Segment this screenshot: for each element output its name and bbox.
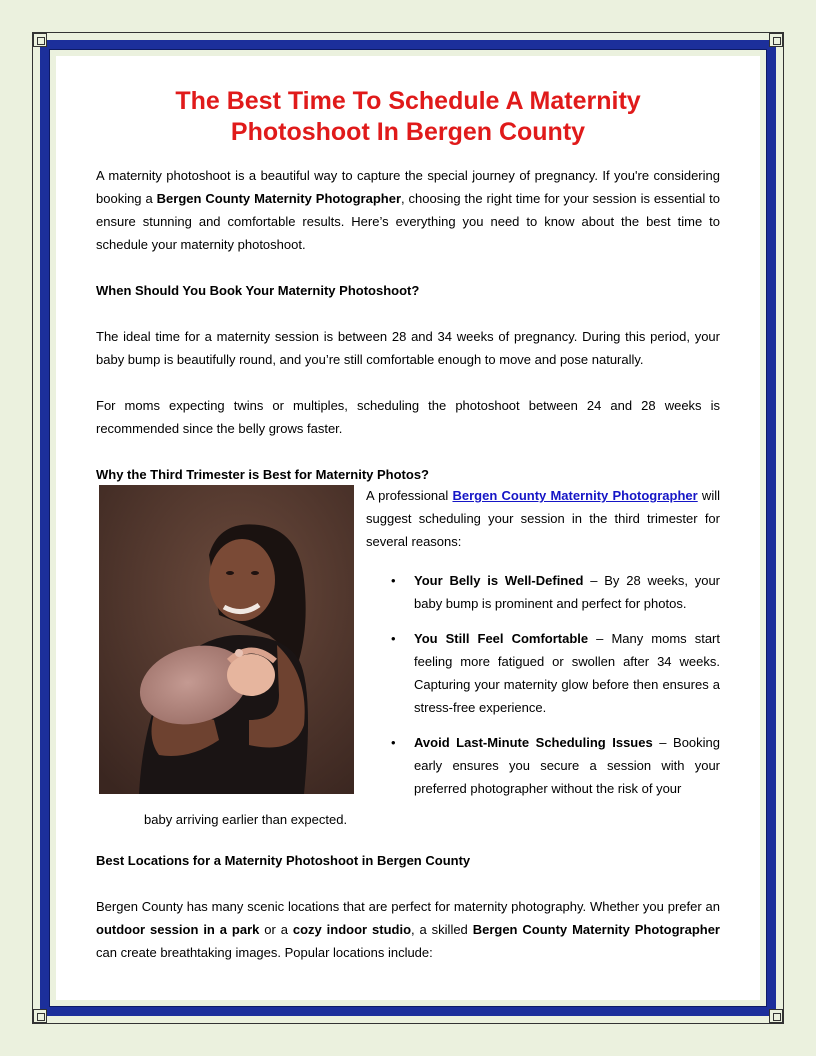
locations-bold-studio: cozy indoor studio (292, 922, 412, 937)
corner-ornament-top-left (33, 33, 47, 47)
reason-title: Avoid Last-Minute Scheduling Issues (414, 735, 653, 750)
list-continuation: baby arriving earlier than expected. (144, 812, 348, 827)
locations-bold-park: outdoor session in a park (96, 922, 260, 937)
photographer-lead-paragraph (366, 484, 720, 553)
locations-text-3: , a skilled (411, 922, 473, 937)
list-item (366, 731, 720, 800)
corner-ornament-bottom-right (769, 1009, 783, 1023)
intro-keyword: Bergen County Maternity Photographer (156, 191, 402, 206)
reason-text: – By 28 weeks, your baby bump is prominent and perfect for photos. (414, 573, 721, 611)
article-top (96, 80, 720, 486)
lead-text-1: A professional (366, 488, 453, 503)
paragraph-twins: For moms expecting twins or multiples, scheduling the photoshoot between 24 and 28 weeks is recommended since the belly grows faster. (96, 398, 720, 436)
side-column (366, 484, 720, 812)
mother-and-newborn-image (99, 485, 354, 794)
list-item (366, 627, 720, 719)
title-line-2: Photoshoot In Bergen County (230, 118, 586, 146)
maternity-photo (99, 485, 354, 794)
locations-bold-photographer: Bergen County Maternity Photographer (472, 922, 720, 937)
reason-text: – Many moms start feeling more fatigued or swollen after 34 weeks. Capturing your maternity glow before then ensures a stress-free experience. (414, 631, 720, 715)
intro-text-1: A maternity photoshoot is a beautiful way to capture the special journey of pregnancy. If you're considering booking a (96, 168, 720, 206)
list-item (366, 569, 720, 615)
corner-ornament-top-right (769, 33, 783, 47)
paragraph-locations (96, 895, 720, 964)
locations-text-1: Bergen County has many scenic locations that are perfect for maternity photography. Whether you prefer an (96, 899, 720, 914)
reason-title: You Still Feel Comfortable (414, 631, 589, 646)
page-title (96, 86, 720, 148)
article-bottom (96, 849, 720, 964)
intro-text-2: , choosing the right time for your session is essential to ensure stunning and comfortable results. Here’s everything you need to know about the best time to schedule your maternity photoshoot. (96, 191, 720, 252)
reason-text: – Booking early ensures you secure a session with your preferred photographer without the risk of your (414, 735, 721, 796)
paragraph-ideal-time: The ideal time for a maternity session is between 28 and 34 weeks of pregnancy. During this period, your baby bump is beautifully round, and you’re still comfortable enough to move and pose naturally. (96, 329, 720, 367)
reasons-list (366, 569, 720, 800)
photographer-link[interactable]: Bergen County Maternity Photographer (452, 488, 698, 503)
section-heading-when: When Should You Book Your Maternity Photoshoot? (96, 283, 420, 298)
section-heading-why: Why the Third Trimester is Best for Maternity Photos? (96, 467, 429, 482)
locations-text-2: or a (259, 922, 293, 937)
section-heading-locations: Best Locations for a Maternity Photoshoot in Bergen County (96, 853, 471, 868)
locations-text-4: can create breathtaking images. Popular locations include: (96, 945, 433, 960)
reason-title: Your Belly is Well-Defined (414, 573, 584, 588)
intro-paragraph (96, 164, 720, 256)
lead-text-2: will suggest scheduling your session in the third trimester for several reasons: (366, 488, 720, 549)
title-line-1: The Best Time To Schedule A Maternity (175, 87, 641, 115)
corner-ornament-bottom-left (33, 1009, 47, 1023)
